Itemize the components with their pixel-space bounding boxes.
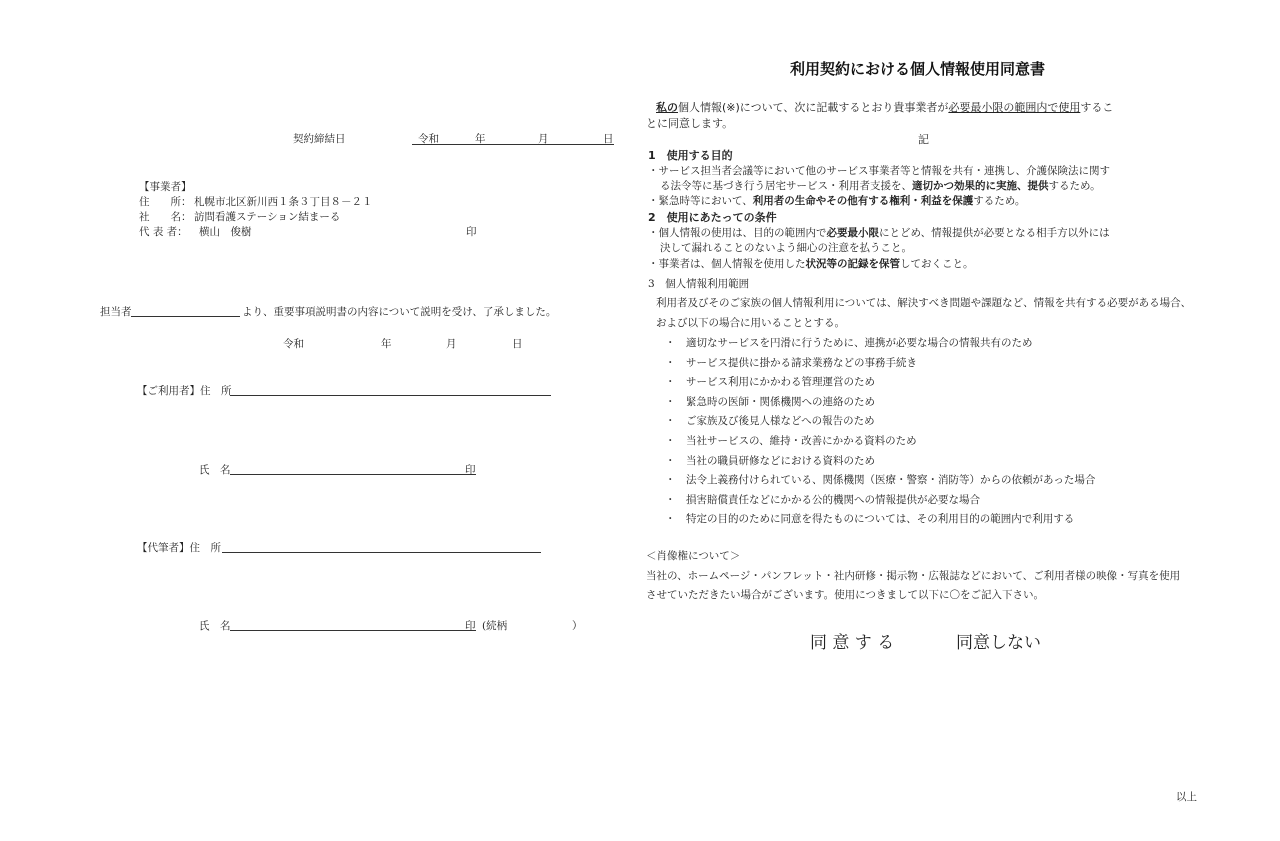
section-3-list xyxy=(665,334,1095,530)
section-1-item-1a: ・サービス担当者会議等において他のサービス事業者等と情報を共有・連携し、介護保険法に関す xyxy=(648,165,1110,177)
relation-label: (続柄 xyxy=(482,620,508,632)
relation-close: ） xyxy=(572,620,583,632)
section-2-title: 2 使用にあたっての条件 xyxy=(648,211,777,224)
list-item: ・ 当社サービスの、維持・改善にかかる資料のため xyxy=(665,434,917,447)
section-1-item-1b xyxy=(660,178,1101,193)
ack-date-year: 年 xyxy=(381,338,392,350)
list-item: ・ ご家族及び後見人様などへの報告のため xyxy=(665,415,875,428)
intro-minimum-use: 必要最小限の範囲内で使用 xyxy=(948,101,1081,114)
proxy-name-line[interactable] xyxy=(230,630,476,631)
staff-prefix: 担当者 xyxy=(100,306,132,318)
user-name-line[interactable] xyxy=(230,474,476,475)
ack-date-month: 月 xyxy=(446,338,457,350)
provider-heading: 【事業者】 xyxy=(139,181,192,193)
portrait-rights-heading: ＜肖像権について＞ xyxy=(646,550,741,562)
intro-line-2: とに同意します。 xyxy=(646,117,734,130)
section-1-item-2-text: ・緊急時等において、 xyxy=(648,195,753,207)
proxy-address-label: 【代筆者】住 所 xyxy=(137,542,221,554)
staff-acknowledgement: より、重要事項説明書の内容について説明を受け、了承しました。 xyxy=(242,306,557,318)
section-2-item-1b: 決して漏れることのないよう細心の注意を払うこと。 xyxy=(660,242,912,254)
disagree-option[interactable]: 同意しない xyxy=(956,633,1041,653)
section-3-title: 3 個人情報利用範囲 xyxy=(648,278,750,290)
section-2-item-1a-bold: 必要最小限 xyxy=(826,227,879,239)
intro-text-2: するこ xyxy=(1080,101,1114,114)
portrait-rights-text-2: させていただきたい場合がございます。使用につきまして以下に〇をご記入下さい。 xyxy=(646,589,1044,601)
list-item: ・ 緊急時の医師・関係機関への連絡のため xyxy=(665,395,875,408)
contract-date-label: 契約締結日 xyxy=(293,133,346,145)
contract-date-month: 月 xyxy=(538,133,549,145)
intro-watashi: 私の xyxy=(656,101,678,114)
ack-date-day: 日 xyxy=(512,338,523,350)
section-2-item-2 xyxy=(648,256,974,271)
intro-text-1: 個人情報(※)について、次に記載するとおり貴事業者が xyxy=(678,101,949,114)
representative-value: 横山 俊樹 xyxy=(199,226,252,238)
document-title: 利用契約における個人情報使用同意書 xyxy=(790,60,1046,78)
section-1-item-2 xyxy=(648,193,1025,208)
section-2-item-2-end: しておくこと。 xyxy=(900,258,974,270)
section-1-item-2-bold: 利用者の生命やその他有する権利・利益を保護 xyxy=(752,195,974,207)
ack-date-era: 令和 xyxy=(283,338,304,350)
agree-option[interactable]: 同 意 す る xyxy=(810,633,895,653)
section-1-item-1b-text: る法令等に基づき行う居宅サービス・利用者支援を、 xyxy=(660,180,912,192)
contract-date-year: 年 xyxy=(475,133,486,145)
contract-date-era: 令和 xyxy=(418,133,439,145)
user-address-line[interactable] xyxy=(230,395,551,396)
section-3-paragraph-1: 利用者及びそのご家族の個人情報利用については、解決すべき問題や課題など、情報を共有する必要がある場合、 xyxy=(656,297,1192,309)
representative-label: 代 表 者： xyxy=(139,226,188,238)
section-1-item-1b-end: するため。 xyxy=(1048,180,1101,192)
portrait-rights-text-1: 当社の、ホームページ・パンフレット・社内研修・掲示物・広報誌などにおいて、ご利用者様の映像・写真を使用 xyxy=(646,570,1181,582)
contract-date-line xyxy=(412,144,614,145)
list-item: ・ 損害賠償責任などにかかる公的機関への情報提供が必要な場合 xyxy=(665,493,980,506)
end-mark: 以上 xyxy=(1176,791,1197,803)
intro-line-1 xyxy=(656,99,1113,115)
proxy-seal-mark: 印 xyxy=(465,620,476,632)
address-value: 札幌市北区新川西１条３丁目８－２１ xyxy=(194,196,373,208)
proxy-address-line[interactable] xyxy=(222,552,541,553)
list-item: ・ 特定の目的のために同意を得たものについては、その利用目的の範囲内で利用する xyxy=(665,513,1075,526)
section-2-item-1a xyxy=(648,225,1110,240)
list-item: ・ 法令上義務付けられている、関係機関（医療・警察・消防等）からの依頼があった場合 xyxy=(665,474,1096,487)
seal-mark: 印 xyxy=(466,226,477,238)
list-item: ・ 当社の職員研修などにおける資料のため xyxy=(665,454,875,467)
section-3-paragraph-2: および以下の場合に用いることとする。 xyxy=(656,317,845,329)
contract-date-day: 日 xyxy=(603,133,614,145)
section-1-item-1b-bold: 適切かつ効果的に実施、提供 xyxy=(912,180,1049,192)
ki-mark: 記 xyxy=(918,133,929,146)
list-item: ・ 適切なサービスを円滑に行うために、連携が必要な場合の情報共有のため xyxy=(665,337,1033,349)
section-2-item-2-text: ・事業者は、個人情報を使用した xyxy=(648,258,806,270)
section-2-item-1a-text: ・個人情報の使用は、目的の範囲内で xyxy=(648,227,827,239)
company-value: 訪問看護ステーション結まーる xyxy=(194,211,341,223)
staff-name-line[interactable] xyxy=(131,316,240,317)
list-item: ・ サービス提供に掛かる請求業務などの事務手続き xyxy=(665,356,917,369)
section-1-item-2-end: するため。 xyxy=(973,195,1026,207)
section-2-item-2-bold: 状況等の記録を保管 xyxy=(805,258,900,270)
proxy-name-label: 氏 名 xyxy=(199,620,231,632)
section-2-item-1a-end: にとどめ、情報提供が必要となる相手方以外には xyxy=(879,227,1110,239)
user-address-label: 【ご利用者】住 所 xyxy=(137,385,232,397)
address-label: 住 所： xyxy=(139,196,192,208)
section-1-title: 1 使用する目的 xyxy=(648,149,733,162)
user-name-label: 氏 名 xyxy=(199,464,231,476)
list-item: ・ サービス利用にかかわる管理運営のため xyxy=(665,376,875,389)
user-seal-mark: 印 xyxy=(465,464,476,476)
company-label: 社 名： xyxy=(139,211,192,223)
